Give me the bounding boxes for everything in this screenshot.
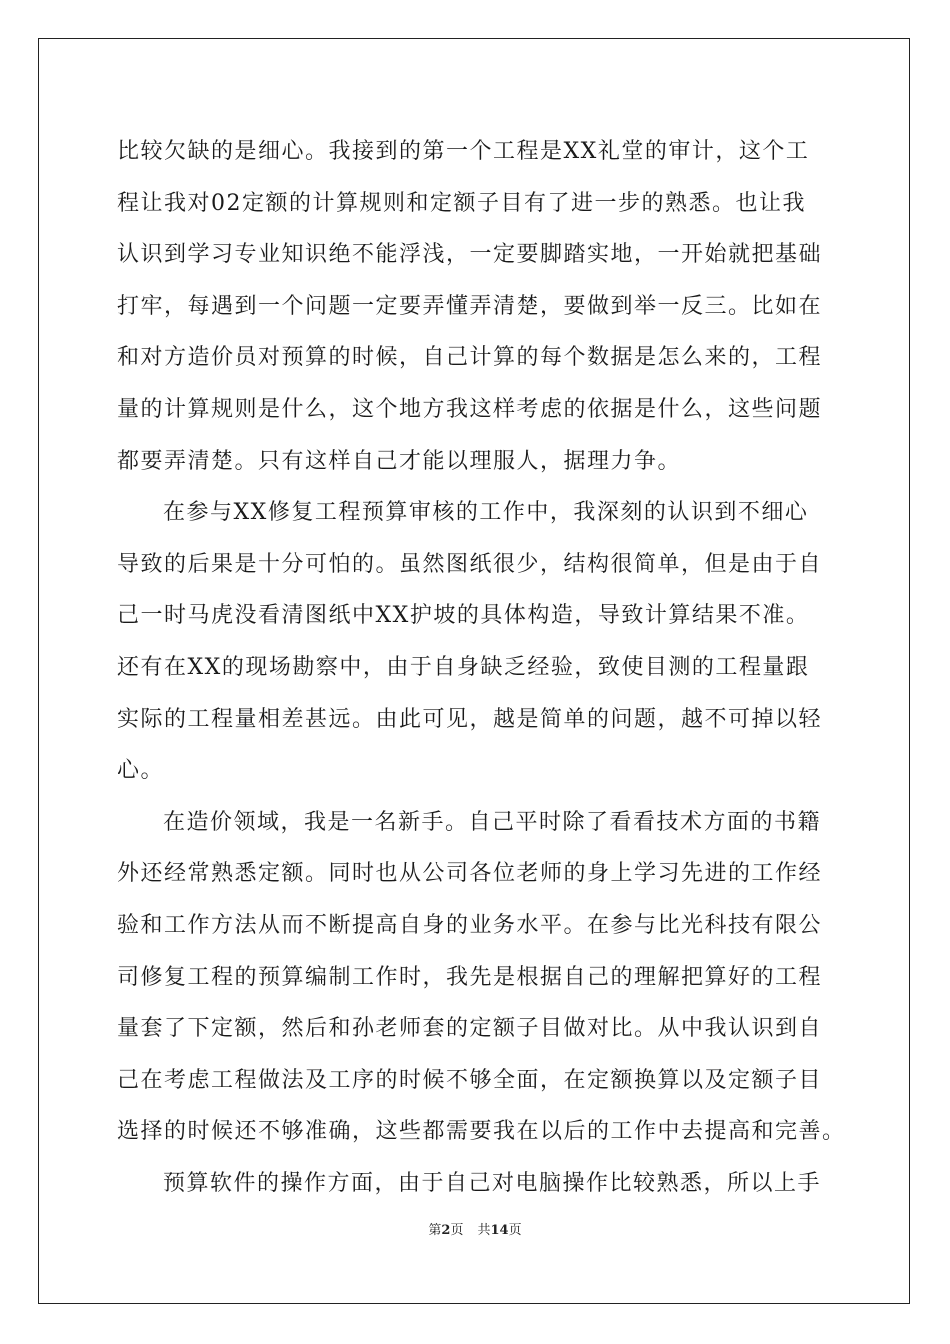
text-line-9: 导致的后果是十分可怕的。虽然图纸很少，结构很简单，但是由于自 [117,551,823,577]
text-line-3: 认识到学习专业知识绝不能浮浅，一定要脚踏实地，一开始就把基础 [117,242,823,268]
text-line-7: 都要弄清楚。只有这样自己才能以理服人，据理力争。 [117,448,682,474]
text-line-21: 预算软件的操作方面，由于自己对电脑操作比较熟悉，所以上手 [163,1170,822,1196]
text-line-18: 量套了下定额，然后和孙老师套的定额子目做对比。从中我认识到自 [117,1016,823,1042]
text-line-20: 选择的时候还不够准确，这些都需要我在以后的工作中去提高和完善。 [117,1119,846,1145]
text-line-15: 外还经常熟悉定额。同时也从公司各位老师的身上学习先进的工作经 [117,861,823,887]
text-line-16: 验和工作方法从而不断提高自身的业务水平。在参与比光科技有限公 [117,912,823,938]
text-line-10: 己一时马虎没看清图纸中XX护坡的具体构造，导致计算结果不准。 [117,603,810,629]
text-line-12: 实际的工程量相差甚远。由此可见，越是简单的问题，越不可掉以轻 [117,706,823,732]
text-line-4: 打牢，每遇到一个问题一定要弄懂弄清楚，要做到举一反三。比如在 [117,293,823,319]
text-line-2: 程让我对02定额的计算规则和定额子目有了进一步的熟悉。也让我 [117,190,806,216]
total-pages: 14 [490,1223,509,1238]
document-body [117,126,846,1209]
text-line-17: 司修复工程的预算编制工作时，我先是根据自己的理解把算好的工程 [117,964,823,990]
page-footer [0,1219,950,1238]
total-suffix: 页 [508,1223,522,1238]
text-line-14: 在造价领域，我是一名新手。自己平时除了看看技术方面的书籍 [163,809,822,835]
text-line-11: 还有在XX的现场勘察中，由于自身缺乏经验，致使目测的工程量跟 [117,654,810,680]
total-prefix: 共 [477,1223,491,1238]
text-line-13: 心。 [117,758,165,784]
text-line-5: 和对方造价员对预算的时候，自己计算的每个数据是怎么来的，工程 [117,345,823,371]
page-prefix: 第 [428,1223,442,1238]
text-line-6: 量的计算规则是什么，这个地方我这样考虑的依据是什么，这些问题 [117,396,823,422]
text-line-19: 己在考虑工程做法及工序的时候不够全面，在定额换算以及定额子目 [117,1067,823,1093]
page-suffix: 页 [450,1223,464,1238]
page-number: 2 [441,1223,451,1238]
text-line-1: 比较欠缺的是细心。我接到的第一个工程是XX礼堂的审计，这个工 [117,139,810,164]
text-line-8: 在参与XX修复工程预算审核的工作中，我深刻的认识到不细心 [163,500,809,526]
